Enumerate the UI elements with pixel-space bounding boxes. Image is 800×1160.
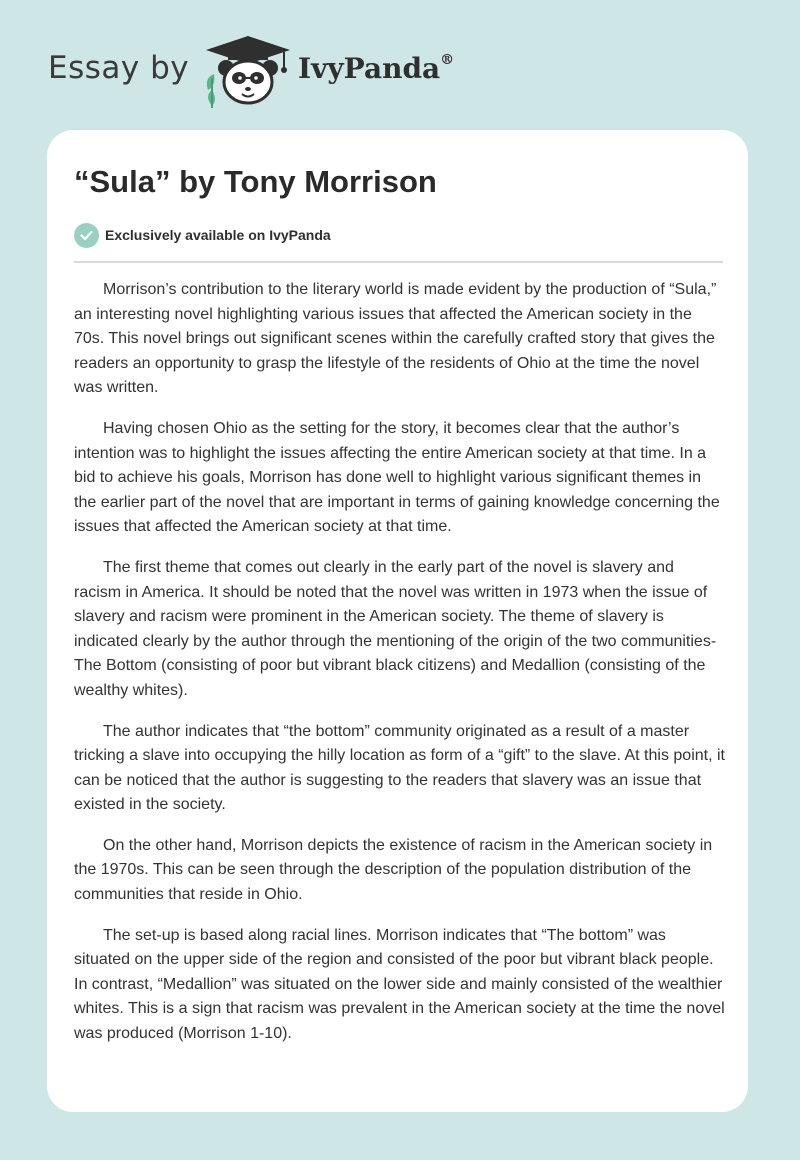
paragraph: The author indicates that “the bottom” community originated as a result of a master tricking a slave into occupying the hilly location as form of a “gift” to the slave. At this point, it can be noticed that the author is suggesting to the readers that slavery was an issue that existed in the society. <box>74 722 725 814</box>
essay-by-label: Essay by <box>48 50 190 86</box>
paragraph: The first theme that comes out clearly in the early part of the novel is slavery and racism in America. It should be noted that the novel was written in 1973 when the issue of slavery and racism were prominent in the American society. The theme of slavery is indicated clearly by the author through the mentioning of the origin of the two communities- The Bottom (consisting of poor but vibrant black citizens) and Medallion (consisting of the wealthy whites). <box>74 558 717 699</box>
check-icon <box>74 223 99 248</box>
exclusive-badge-text: Exclusively available on IvyPanda <box>105 227 331 243</box>
exclusive-badge <box>74 222 331 248</box>
divider <box>74 261 723 263</box>
brand-name: IvyPanda® <box>298 51 455 85</box>
panda-logo-icon <box>202 34 294 110</box>
paragraph: The set-up is based along racial lines. Morrison indicates that “The bottom” was situated on the upper side of the region and consisted of the poor but vibrant black people. In contrast, “Medallion” was situated on the lower side and mainly consisted of the wealthier whites. This is a sign that racism was prevalent in the American society at the time the novel was produced (Morrison 1-10). <box>74 926 725 1043</box>
paragraph: On the other hand, Morrison depicts the existence of racism in the American society in the 1970s. This can be seen through the description of the population distribution of the communities that reside in Ohio. <box>74 836 713 904</box>
paragraph: Having chosen Ohio as the setting for the story, it becomes clear that the author’s intention was to highlight the issues affecting the entire American society at that time. In a bid to achieve his goals, Morrison has done well to highlight various significant themes in the earlier part of the novel that are important in terms of gaining knowledge concerning the issues that affected the American society at that time. <box>74 419 720 536</box>
essay-title: “Sula” by Tony Morrison <box>74 164 437 199</box>
essay-body <box>74 278 725 1063</box>
paragraph: Morrison’s contribution to the literary world is made evident by the production of “Sula,” an interesting novel highlighting various issues that affected the American society in the 70s. This novel brings out significant scenes within the carefully crafted story that gives the readers an opportunity to grasp the lifestyle of the residents of Ohio at the time the novel was written. <box>74 281 717 397</box>
site-header <box>48 34 508 114</box>
essay-card <box>47 130 748 1112</box>
